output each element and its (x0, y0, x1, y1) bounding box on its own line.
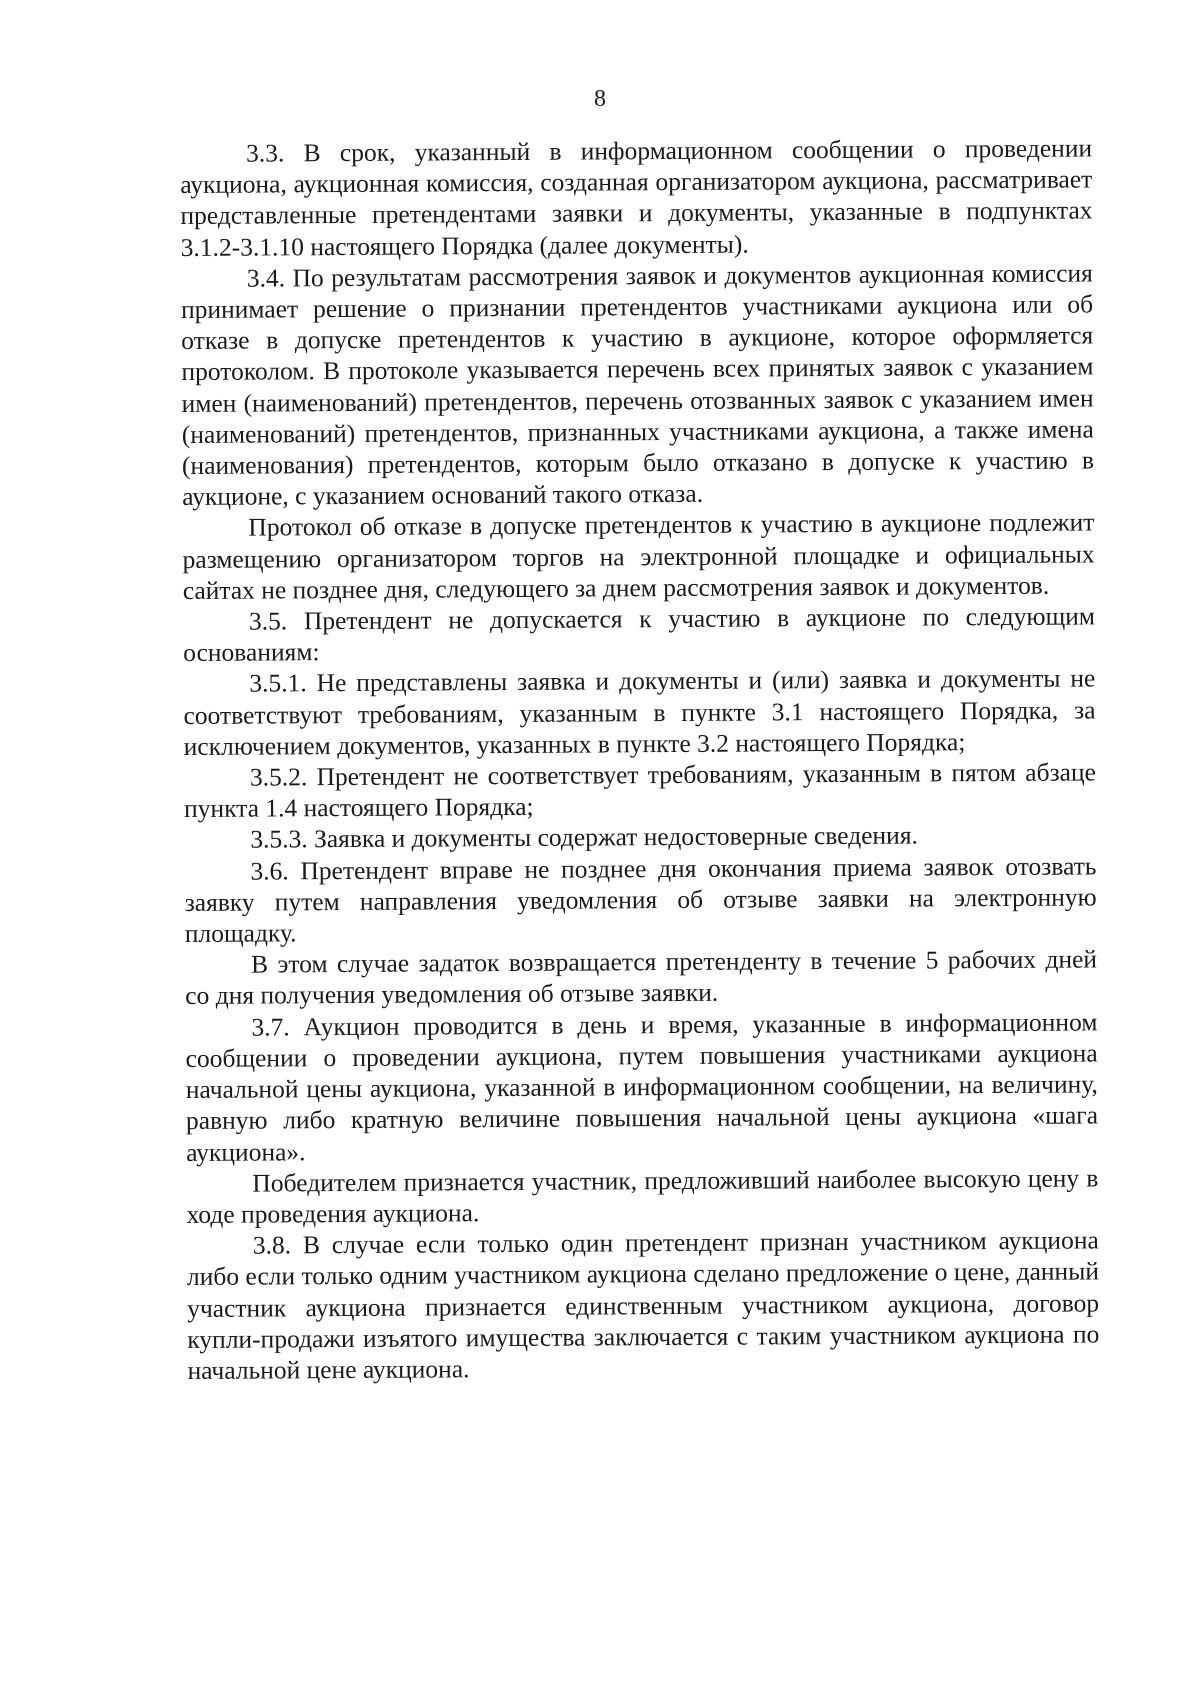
paragraph-protocol: Протокол об отказе в допуске претендентов к участию в аукционе подлежит размещению организатором торгов на электронной площадке и официальных сайтах не позднее дня, следующего за днем рассмотрения заявок и документов. (182, 507, 1095, 605)
page-number: 8 (594, 86, 606, 112)
paragraph-deposit-return: В этом случае задаток возвращается претенденту в течение 5 рабочих дней со дня получения уведомления об отзыве заявки. (185, 944, 1098, 1011)
document-body (180, 132, 1100, 1386)
paragraph-3-5-2: 3.5.2. Претендент не соответствует требованиям, указанным в пятом абзаце пункта 1.4 настоящего Порядка; (184, 757, 1096, 824)
paragraph-3-7: 3.7. Аукцион проводится в день и время, указанные в информационном сообщении о проведении аукциона, путем повышения участниками аукциона начальной цены аукциона, указанной в информационном сообщении, на величину, равную либо кратную величине повышения начальной цены аукциона «шага аукциона». (185, 1007, 1099, 1167)
paragraph-3-4: 3.4. По результатам рассмотрения заявок и документов аукционная комиссия принимает решение о признании претендентов участниками аукциона или об отказе в допуске претендентов к участию в аукционе, которое оформляется протоколом. В протоколе указывается перечень всех принятых заявок с указанием имен (наименований) претендентов, перечень отозванных заявок с указанием имен (наименований) претендентов, признанных участниками аукциона, а также имена (наименования) претендентов, которым было отказано в допуске к участию в аукционе, с указанием оснований такого отказа. (180, 258, 1095, 512)
paragraph-3-3: 3.3. В срок, указанный в информационном сообщении о проведении аукциона, аукционная комиссия, созданная организатором аукциона, рассматривает представленные претендентами заявки и документы, указанные в подпунктах 3.1.2-3.1.10 настоящего Порядка (далее документы). (180, 133, 1093, 262)
paragraph-winner: Победителем признается участник, предложивший наиболее высокую цену в ходе проведения аукциона. (186, 1163, 1099, 1229)
paragraph-3-5-3: 3.5.3. Заявка и документы содержат недостоверные сведения. (250, 820, 918, 855)
paragraph-3-5: 3.5. Претендент не допускается к участию в аукционе по следующим основаниям: (183, 601, 1096, 668)
paragraph-3-5-1: 3.5.1. Не представлены заявка и документы и (или) заявка и документы не соответствуют требованиям, указанным в пункте 3.1 настоящего Порядка, за исключением документов, указанных в пункте 3.2 настоящего Порядка; (183, 663, 1096, 761)
paragraph-3-8: 3.8. В случае если только один претендент признан участником аукциона либо если только одним участником аукциона сделано предложение о цене, данный участник аукциона признается единственным участником аукциона, договор купли-продажи изъятого имущества заключается с таким участником аукциона по начальной цене аукциона. (186, 1225, 1100, 1385)
paragraph-3-6: 3.6. Претендент вправе не позднее дня окончания приема заявок отозвать заявку путем направления уведомления об отзыве заявки на электронную площадку. (184, 851, 1097, 949)
